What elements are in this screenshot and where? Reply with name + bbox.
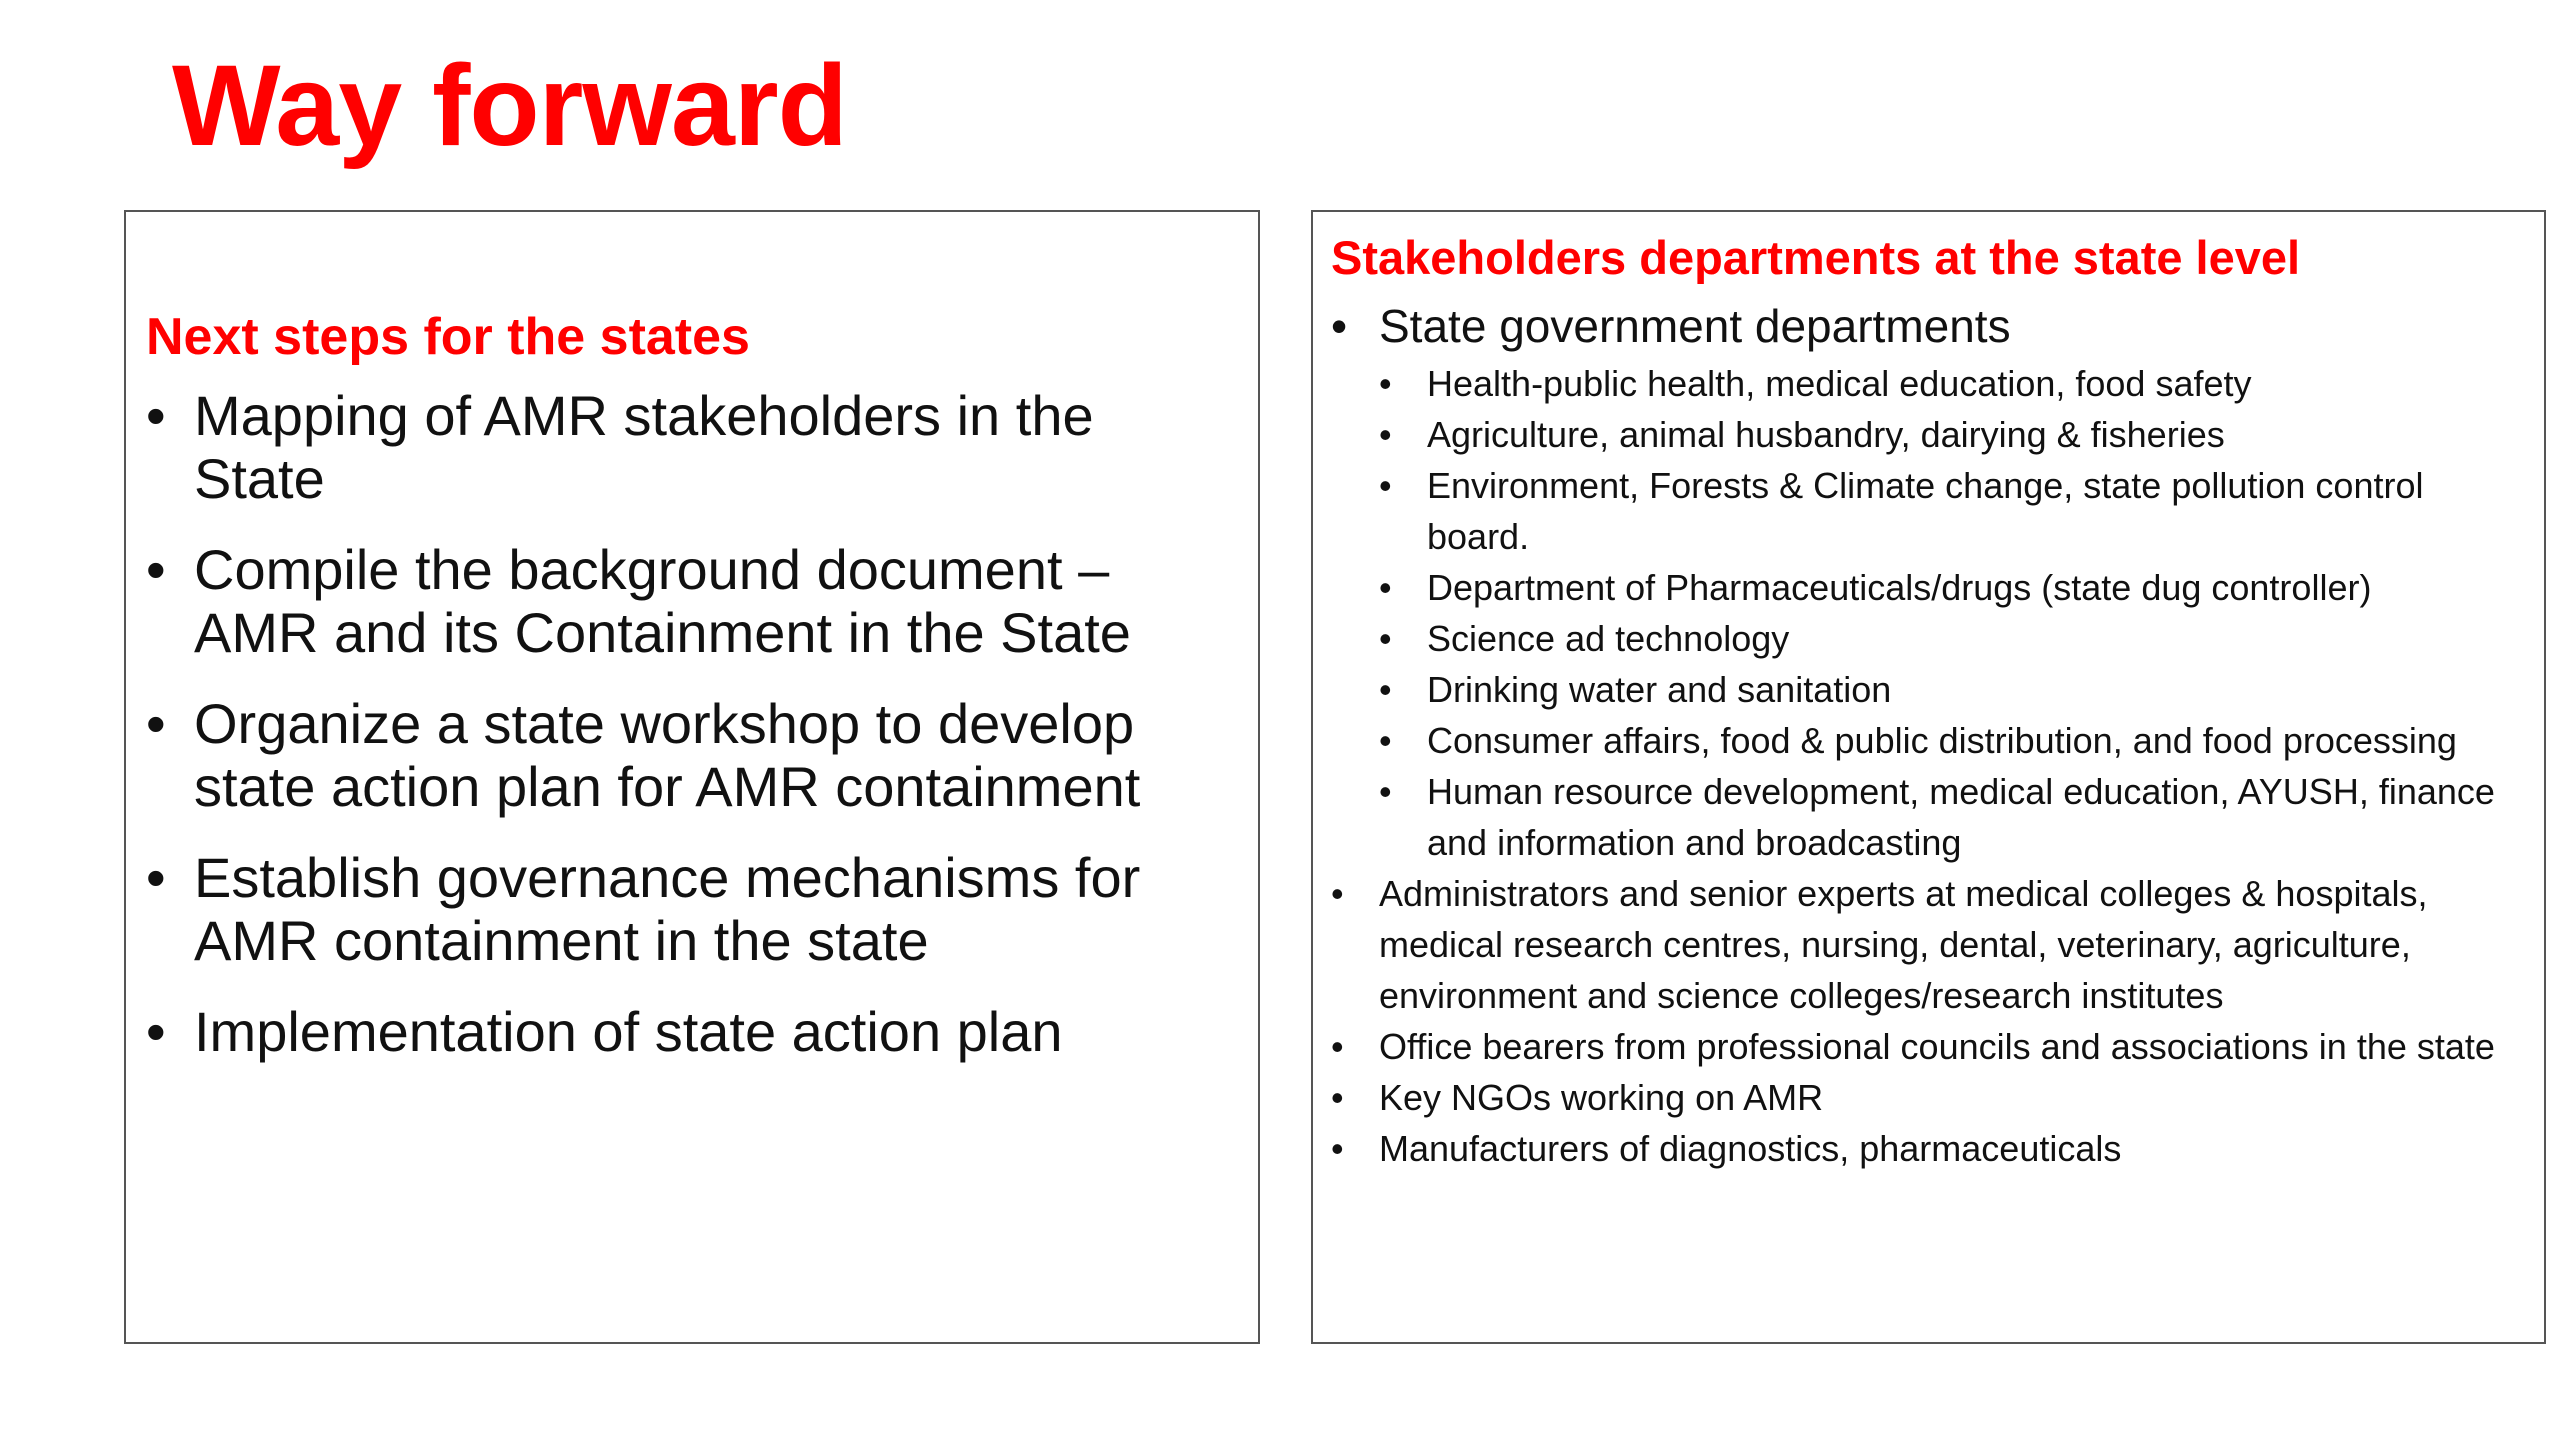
list-item xyxy=(1331,1021,2524,1072)
stakeholders-heading: Stakeholders departments at the state level xyxy=(1331,231,2301,284)
list-item xyxy=(1331,868,2524,1021)
list-item-text: Manufacturers of diagnostics, pharmaceuticals xyxy=(1379,1128,2122,1169)
list-item xyxy=(146,384,1228,510)
list-item xyxy=(146,692,1228,818)
sub-list-item xyxy=(1379,358,2524,409)
bullet-icon: • xyxy=(1379,363,1392,404)
list-item-text: Administrators and senior experts at medical colleges & hospitals, medical research centres, nursing, dental, veterinary, agriculture, environment and science colleges/research institutes xyxy=(1379,873,2428,1016)
sub-list-item-text: Human resource development, medical education, AYUSH, finance and information and broadcasting xyxy=(1427,771,2495,863)
list-item xyxy=(146,846,1228,972)
bullet-icon: • xyxy=(1331,1026,1344,1067)
list-item-text: Establish governance mechanisms for AMR containment in the state xyxy=(194,846,1141,972)
list-item-text: Office bearers from professional councils and associations in the state xyxy=(1379,1026,2495,1067)
sub-list-item xyxy=(1379,715,2524,766)
sub-list-item-text: Health-public health, medical education, food safety xyxy=(1427,363,2252,404)
bullet-icon: • xyxy=(1331,873,1344,914)
bullet-icon: • xyxy=(1379,720,1392,761)
sub-list-item xyxy=(1379,664,2524,715)
sub-list-item-text: Consumer affairs, food & public distribution, and food processing xyxy=(1427,720,2457,761)
list-item-text: Implementation of state action plan xyxy=(194,1000,1063,1063)
bullet-icon: • xyxy=(1331,1077,1344,1118)
slide-title: Way forward xyxy=(172,42,847,170)
list-item xyxy=(146,538,1228,664)
sub-list-item xyxy=(1379,409,2524,460)
list-item xyxy=(146,1000,1228,1063)
bullet-icon: • xyxy=(1379,771,1392,812)
list-item-text: Mapping of AMR stakeholders in the State xyxy=(194,384,1094,510)
bullet-icon: • xyxy=(1379,465,1392,506)
sub-list-item xyxy=(1379,460,2524,562)
sub-list-item-text: Environment, Forests & Climate change, state pollution control board. xyxy=(1427,465,2424,557)
sub-list-item-text: Drinking water and sanitation xyxy=(1427,669,1892,710)
bullet-icon: • xyxy=(1379,567,1392,608)
sub-list-item-text: Agriculture, animal husbandry, dairying & fisheries xyxy=(1427,414,2225,455)
sub-list-item xyxy=(1379,766,2524,868)
list-item-text: Key NGOs working on AMR xyxy=(1379,1077,1824,1118)
next-steps-heading: Next steps for the states xyxy=(146,308,750,366)
list-item xyxy=(1331,1123,2524,1174)
bullet-icon: • xyxy=(146,538,166,601)
bullet-icon: • xyxy=(1331,300,1348,352)
bullet-icon: • xyxy=(1379,414,1392,455)
stakeholders-list xyxy=(1331,294,2524,1174)
list-item-text: State government departments xyxy=(1379,300,2011,352)
list-item-state-govt xyxy=(1331,294,2524,358)
sub-list-item-text: Science ad technology xyxy=(1427,618,1790,659)
list-item-text: Organize a state workshop to develop state action plan for AMR containment xyxy=(194,692,1141,818)
bullet-icon: • xyxy=(146,384,166,447)
sub-list-item xyxy=(1379,562,2524,613)
bullet-icon: • xyxy=(1379,618,1392,659)
bullet-icon: • xyxy=(146,692,166,755)
bullet-icon: • xyxy=(1379,669,1392,710)
sub-list-item-text: Department of Pharmaceuticals/drugs (state dug controller) xyxy=(1427,567,2372,608)
sub-list-item xyxy=(1379,613,2524,664)
list-item-text: Compile the background document – AMR and its Containment in the State xyxy=(194,538,1131,664)
next-steps-list xyxy=(146,384,1228,1063)
department-sub-list xyxy=(1379,358,2524,868)
stakeholders-panel xyxy=(1311,210,2546,1344)
next-steps-panel xyxy=(124,210,1260,1344)
list-item xyxy=(1331,1072,2524,1123)
bullet-icon: • xyxy=(146,1000,166,1063)
bullet-icon: • xyxy=(1331,1128,1344,1169)
sub-list-container xyxy=(1331,358,2524,868)
bullet-icon: • xyxy=(146,846,166,909)
